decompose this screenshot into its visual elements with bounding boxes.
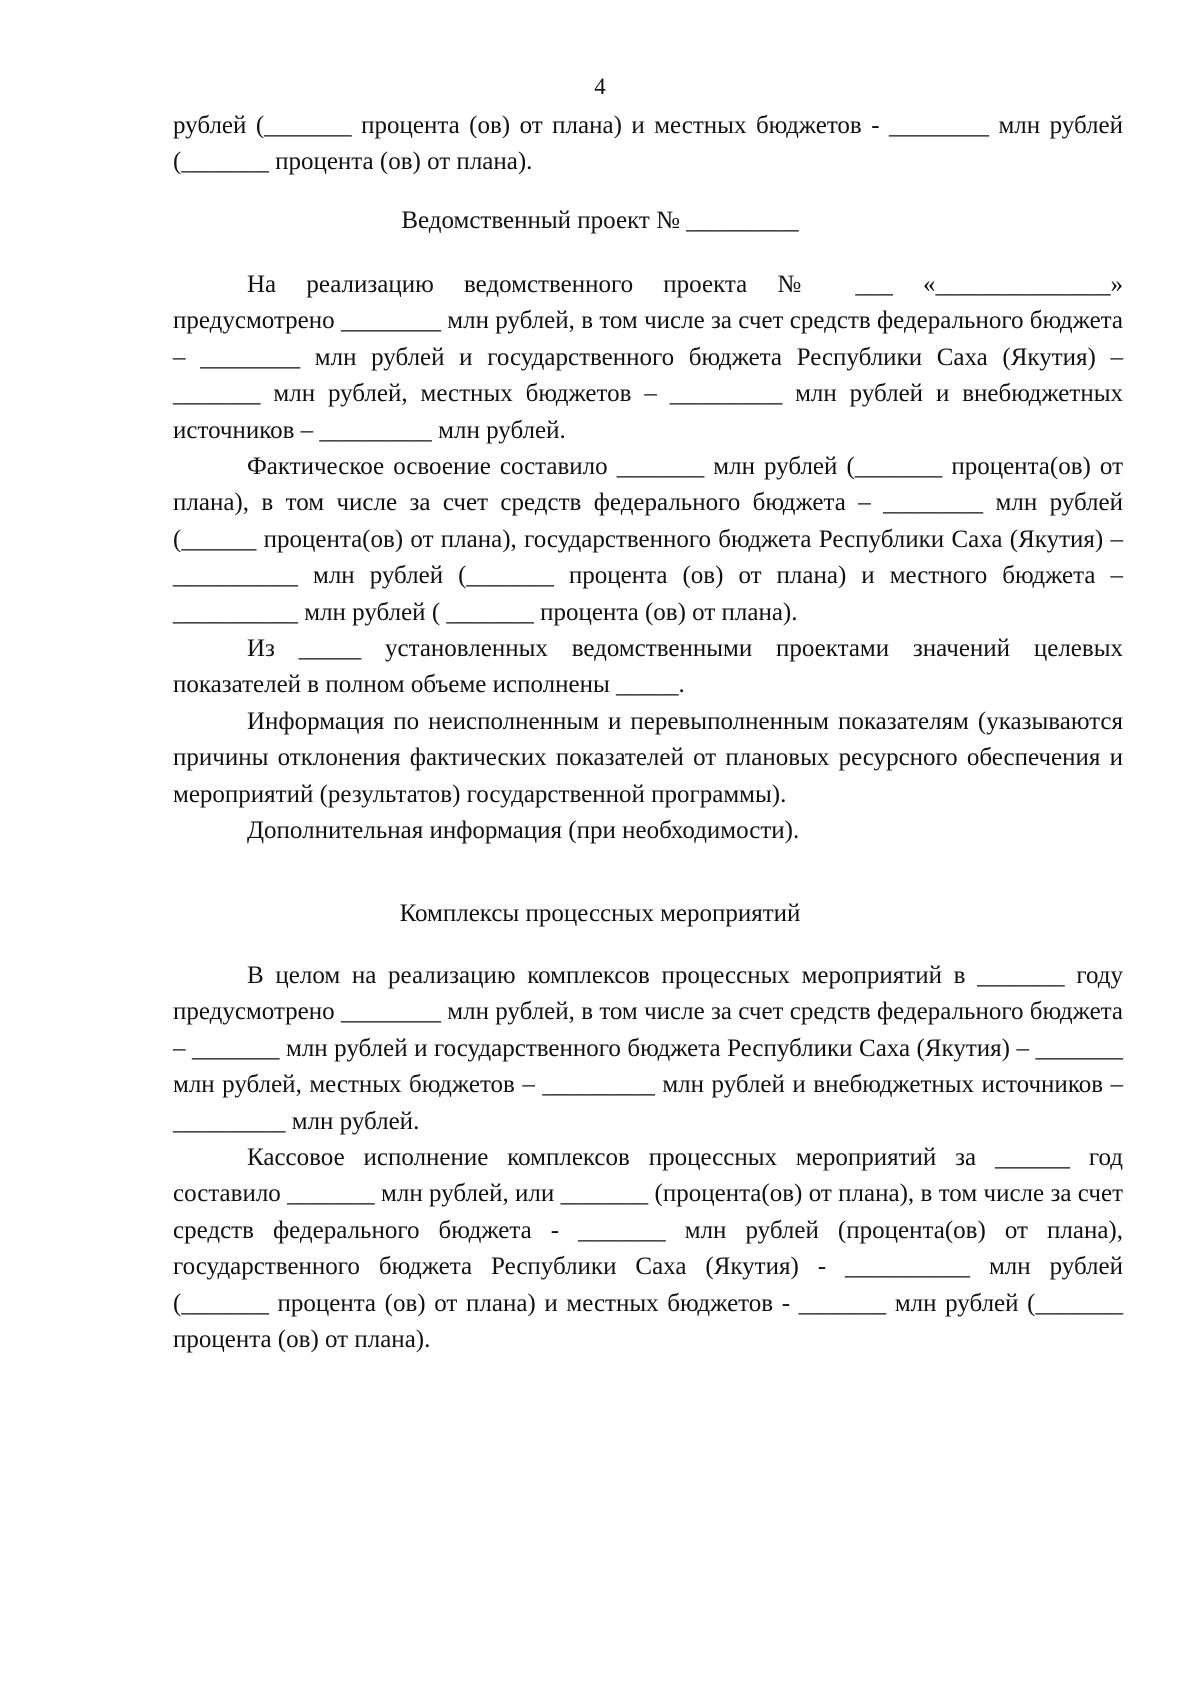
page-number: 4 bbox=[594, 74, 606, 99]
section-heading-departmental-project: Ведомственный проект № _________ bbox=[401, 207, 799, 234]
intro-block bbox=[173, 108, 1123, 181]
paragraph-cash-execution: Кассовое исполнение комплексов процессных мероприятий за ______ год составило _______ млн рублей, или _______ (процента(ов) от плана), в том числе за счет средств федерального бюджета - _______ млн рублей (процента(ов) от плана), государственного бюджета Республики Саха (Якутия) - __________ млн рублей (_______ процента (ов) от плана) и местных бюджетов - _______ млн рублей (_______ процента (ов) от плана). bbox=[173, 1144, 1123, 1354]
paragraph-additional-info: Дополнительная информация (при необходимости). bbox=[247, 817, 800, 845]
section-departmental-project-body bbox=[173, 267, 1123, 850]
intro-paragraph: рублей (_______ процента (ов) от плана) и местных бюджетов - ________ млн рублей (_______ процента (ов) от плана). bbox=[173, 112, 1123, 176]
paragraph-unfulfilled-indicators: Информация по неисполненным и перевыполненным показателям (указываются причины отклонения фактических показателей от плановых ресурсного обеспечения и мероприятий (результатов) государственной программы). bbox=[173, 707, 1123, 808]
section-heading-process-complexes: Комплексы процессных мероприятий bbox=[399, 900, 801, 927]
paragraph-actual-spending: Фактическое освоение составило _______ млн рублей (_______ процента(ов) от плана), в том числе за счет средств федерального бюджета – ________ млн рублей (______ процента(ов) от плана), государственного бюджета Республики Саха (Якутия) – __________ млн рублей (_______ процента (ов) от плана) и местного бюджета – __________ млн рублей ( _______ процента (ов) от плана). bbox=[173, 453, 1123, 626]
paragraph-planned-funding: На реализацию ведомственного проекта № ___ «______________» предусмотрено ________ млн рублей, в том числе за счет средств федерального бюджета – ________ млн рублей и государственного бюджета Республики Саха (Якутия) – _______ млн рублей, местных бюджетов – _________ млн рублей и внебюджетных источников – _________ млн рублей. bbox=[173, 271, 1123, 444]
section-process-complexes-body bbox=[173, 958, 1123, 1358]
paragraph-target-indicators: Из _____ установленных ведомственными проектами значений целевых показателей в полном объеме исполнены _____. bbox=[173, 635, 1123, 699]
paragraph-process-planned-funding: В целом на реализацию комплексов процессных мероприятий в _______ году предусмотрено ________ млн рублей, в том числе за счет средств федерального бюджета – _______ млн рублей и государственного бюджета Республики Саха (Якутия) – _______ млн рублей, местных бюджетов – _________ млн рублей и внебюджетных источников – _________ млн рублей. bbox=[173, 962, 1123, 1135]
